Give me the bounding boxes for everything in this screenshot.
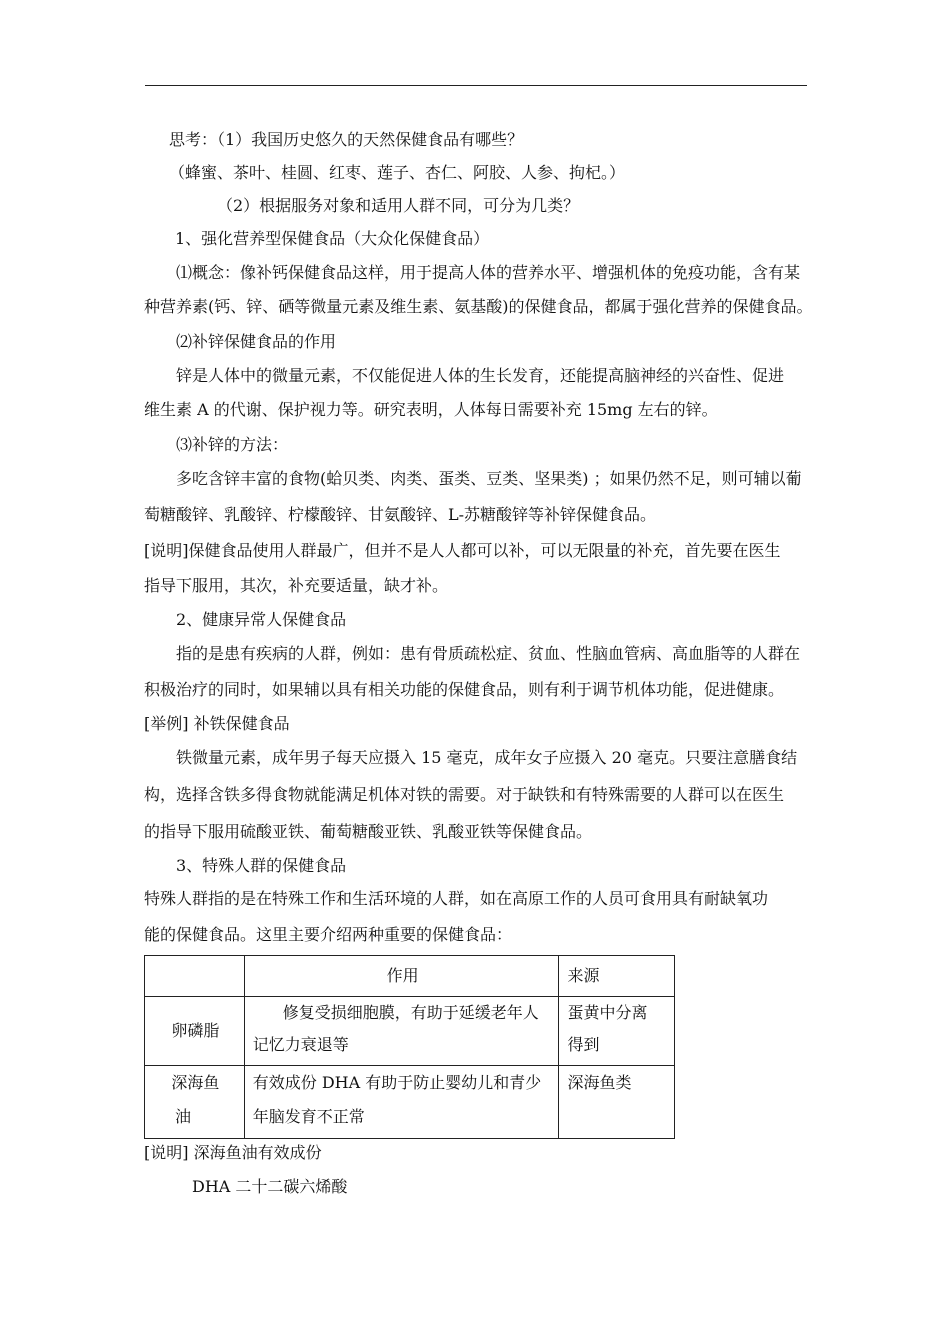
paragraph-zinc-line1: 锌是人体中的微量元素，不仅能促进人体的生长发育，还能提高脑神经的兴奋性、促进 <box>176 366 785 385</box>
table-cell-source: 蛋黄中分离 得到 <box>559 997 675 1066</box>
paragraph-concept-line2: 种营养素(钙、锌、硒等微量元素及维生素、氨基酸)的保健食品，都属于强化营养的保健食品。 <box>144 297 813 316</box>
note-2-line1: [说明] 深海鱼油有效成份 <box>144 1143 322 1162</box>
answer-1: （蜂蜜、茶叶、桂圆、红枣、莲子、杏仁、阿胶、人参、拘杞。） <box>169 163 626 182</box>
paragraph-abnormal-line2: 积极治疗的同时，如果辅以具有相关功能的保健食品，则有利于调节机体功能，促进健康。 <box>144 680 785 699</box>
paragraph-special-line1: 特殊人群指的是在特殊工作和生活环境的人群，如在高原工作的人员可食用具有耐缺氧功 <box>144 889 769 908</box>
note-1-line2: 指导下服用，其次，补充要适量，缺才补。 <box>144 576 449 595</box>
table-cell-effect: 有效成份 DHA 有助于防止婴幼儿和青少 年脑发育不正常 <box>244 1066 559 1139</box>
table-cell-name: 卵磷脂 <box>145 997 245 1066</box>
question-1: 思考：（1）我国历史悠久的天然保健食品有哪些？ <box>169 130 524 149</box>
note-2-line2: DHA 二十二碳六烯酸 <box>192 1177 348 1196</box>
paragraph-abnormal-line1: 指的是患有疾病的人群，例如：患有骨质疏松症、贫血、性脑血管病、高血脂等的人群在 <box>176 644 801 663</box>
paragraph-concept-line1: ⑴概念：像补钙保健食品这样，用于提高人体的营养水平、增强机体的免疫功能，含有某 <box>176 263 801 282</box>
paragraph-method-line2: 萄糖酸锌、乳酸锌、柠檬酸锌、甘氨酸锌、L-苏糖酸锌等补锌保健食品。 <box>144 505 657 524</box>
header-rule <box>145 85 807 86</box>
table-header-cell: 作用 <box>244 956 559 997</box>
table-cell-name: 深海鱼 油 <box>145 1066 245 1139</box>
heading-3: 3、特殊人群的保健食品 <box>176 856 347 875</box>
example-iron: [举例] 补铁保健食品 <box>144 714 290 733</box>
supplement-table <box>144 955 675 1139</box>
table-row <box>145 997 675 1066</box>
paragraph-iron-line1: 铁微量元素，成年男子每天应摄入 15 毫克，成年女子应摄入 20 毫克。只要注意膳食结 <box>176 748 798 767</box>
note-1-line1: [说明]保健食品使用人群最广，但并不是人人都可以补，可以无限量的补充，首先要在医生 <box>144 541 781 560</box>
paragraph-iron-line2: 构，选择含铁多得食物就能满足机体对铁的需要。对于缺铁和有特殊需要的人群可以在医生 <box>144 785 785 804</box>
table-cell-effect: 修复受损细胞膜，有助于延缓老年人 记忆力衰退等 <box>244 997 559 1066</box>
paragraph-special-line2: 能的保健食品。这里主要介绍两种重要的保健食品： <box>144 925 513 944</box>
subheading-zinc-effect: ⑵补锌保健食品的作用 <box>176 332 337 351</box>
subheading-zinc-method: ⑶补锌的方法： <box>176 435 289 454</box>
table-cell-source: 深海鱼类 <box>559 1066 675 1139</box>
paragraph-zinc-line2: 维生素 A 的代谢、保护视力等。研究表明，人体每日需要补充 15mg 左右的锌。 <box>144 400 718 419</box>
table-header-cell <box>145 956 245 997</box>
paragraph-iron-line3: 的指导下服用硫酸亚铁、葡萄糖酸亚铁、乳酸亚铁等保健食品。 <box>144 822 593 841</box>
paragraph-method-line1: 多吃含锌丰富的食物(蛤贝类、肉类、蛋类、豆类、坚果类) ；如果仍然不足，则可辅以葡 <box>176 469 802 488</box>
heading-2: 2、健康异常人保健食品 <box>176 610 347 629</box>
heading-1: 1、强化营养型保健食品（大众化保健食品） <box>175 229 490 248</box>
table-row <box>145 1066 675 1139</box>
table-header-row <box>145 956 675 997</box>
table-header-cell: 来源 <box>559 956 675 997</box>
question-2: （2）根据服务对象和适用人群不同，可分为几类？ <box>217 196 580 215</box>
